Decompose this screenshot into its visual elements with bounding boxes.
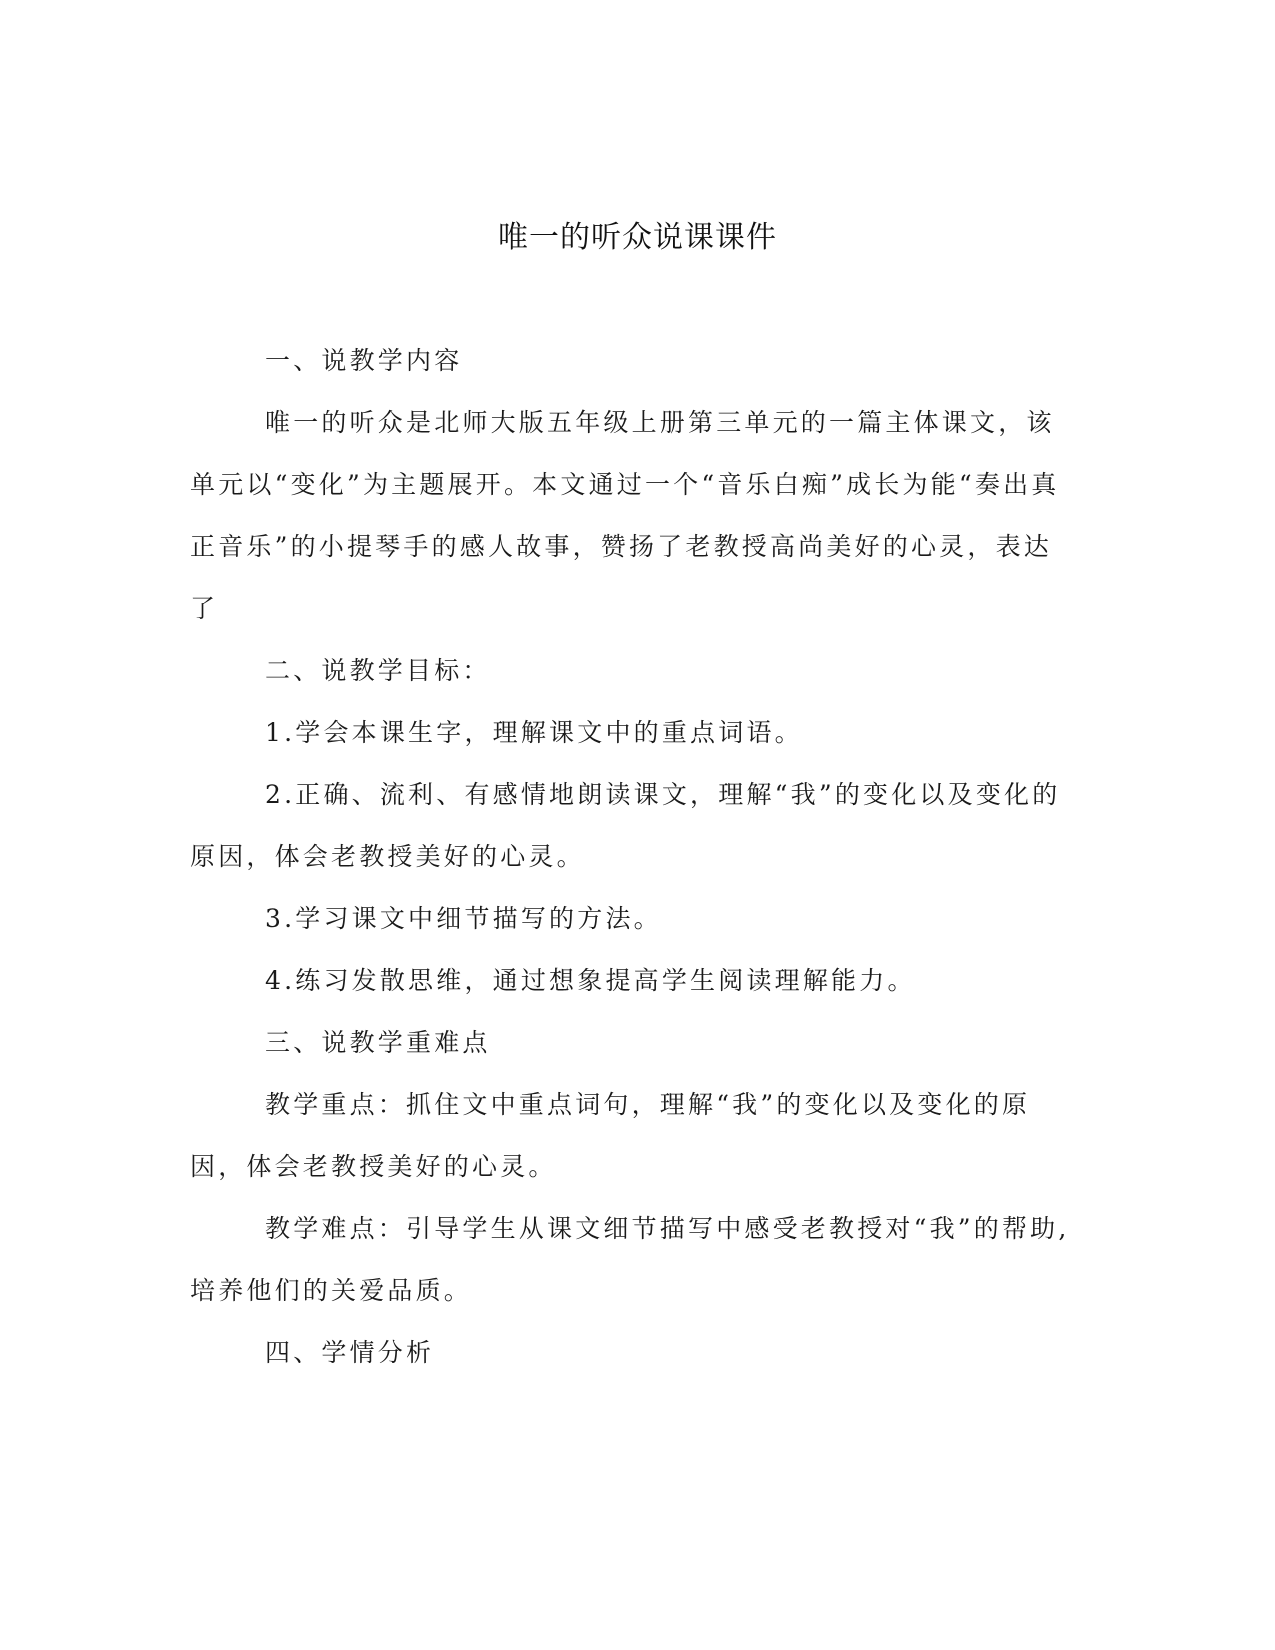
goal-item-4: 4.练习发散思维，通过想象提高学生阅读理解能力。 [265,966,916,995]
section-heading-content: 一、说教学内容 [265,346,463,375]
goal-item-3: 3.学习课文中细节描写的方法。 [265,904,662,933]
goal-item-1: 1.学会本课生字，理解课文中的重点词语。 [265,718,803,747]
document-title: 唯一的听众说课课件 [498,220,777,255]
document-body [190,330,1080,1384]
paragraph-key-point: 教学重点：抓住文中重点词句，理解“我”的变化以及变化的原因，体会老教授美好的心灵。 [190,1090,1031,1181]
section-heading-student-analysis: 四、学情分析 [265,1338,435,1367]
paragraph-content-intro: 唯一的听众是北师大版五年级上册第三单元的一篇主体课文，该单元以“变化”为主题展开。本文通过一个“音乐白痴”成长为能“奏出真正音乐”的小提琴手的感人故事，赞扬了老教授高尚美好的心灵，表达了 [190,408,1060,623]
paragraph-difficult-point: 教学难点：引导学生从课文细节描写中感受老教授对“我”的帮助,培养他们的关爱品质。 [190,1214,1070,1305]
section-heading-key-points: 三、说教学重难点 [265,1028,491,1057]
goal-item-2: 2.正确、流利、有感情地朗读课文，理解“我”的变化以及变化的原因，体会老教授美好的心灵。 [190,780,1061,871]
section-heading-goals: 二、说教学目标： [265,656,491,685]
